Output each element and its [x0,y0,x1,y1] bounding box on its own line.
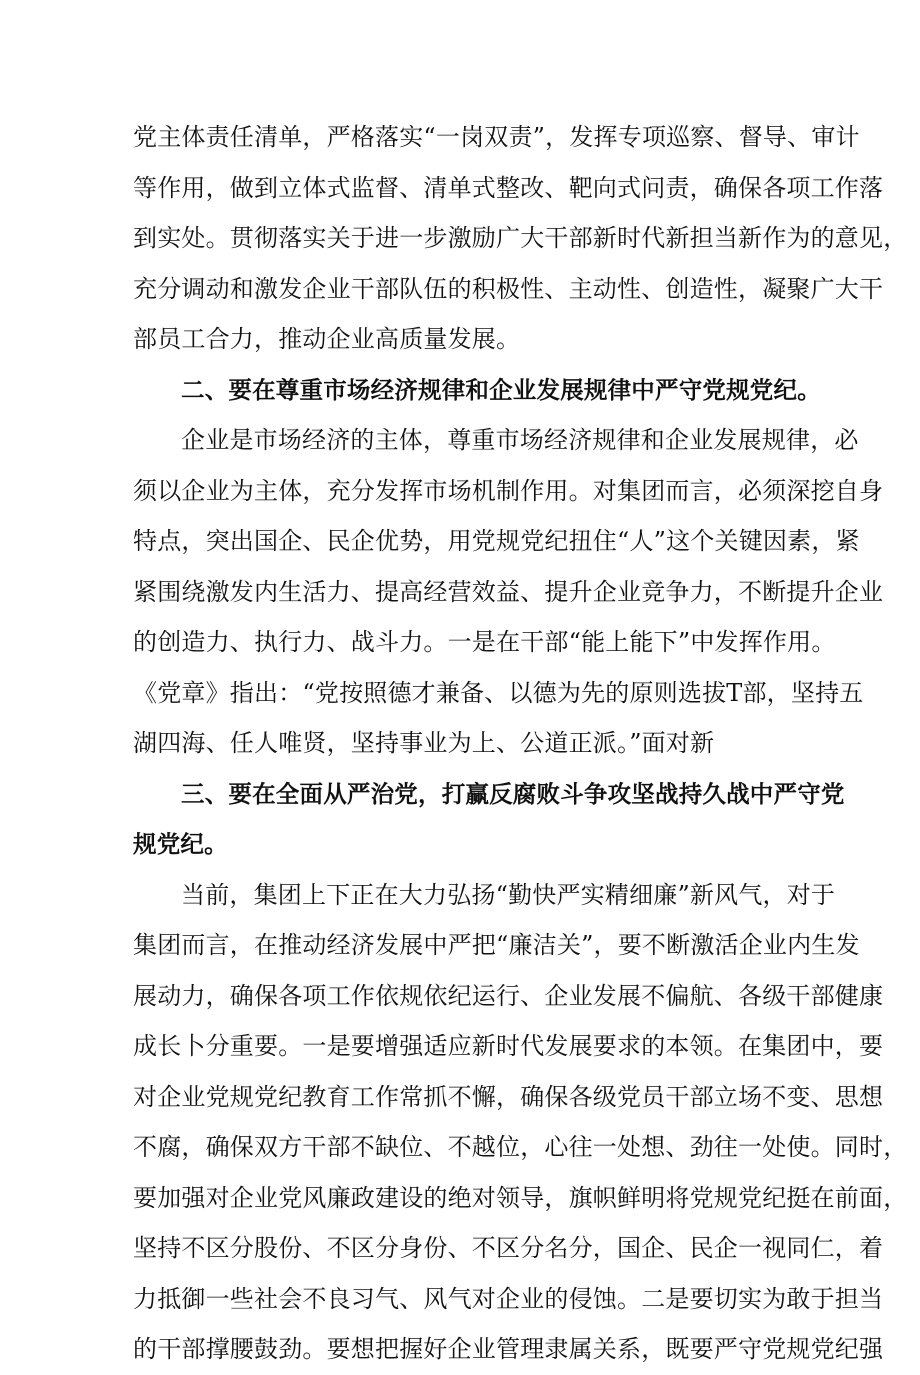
paragraph-line: 坚持不区分股份、不区分身份、不区分名分，国企、民企一视同仁，着 [133,1234,884,1262]
paragraph-line: 的干部撑腰鼓劲。要想把握好企业管理隶属关系，既要严守党规党纪强 [133,1335,884,1363]
section-heading-line: 三、要在全面从严治党，打赢反腐败斗争攻坚战持久战中严守党 [181,779,845,808]
paragraph-line: 力抵御一些社会不良习气、风气对企业的侵蚀。二是要切实为敢于担当 [133,1284,884,1313]
paragraph-line: 不腐，确保双方干部不缺位、不越位，心往一处想、劲往一处使。同时， [133,1133,908,1161]
paragraph-line: 对企业党规党纪教育工作常抓不懈，确保各级党员干部立场不变、思想 [133,1082,884,1111]
section-heading-line: 规党纪。 [133,830,228,858]
paragraph-line: 集团而言，在推动经济发展中严把“廉洁关”，要不断激活企业内生发 [133,931,860,959]
paragraph-line: 党主体责任清单，严格落实“一岗双责”，发挥专项巡察、督导、审计 [133,123,860,151]
paragraph-line: 紧围绕激发内生活力、提高经营效益、提升企业竞争力，不断提升企业 [133,577,884,606]
paragraph-line: 展动力，确保各项工作依规依纪运行、企业发展不偏航、各级干部健康 [133,981,884,1010]
paragraph-line: 的创造力、执行力、战斗力。一是在干部“能上能下”中发挥作用。 [133,628,836,656]
paragraph-line: 部员工合力，推动企业高质量发展。 [133,325,521,353]
paragraph-line: 充分调动和激发企业干部队伍的积极性、主动性、创造性，凝聚广大干 [133,274,884,303]
paragraph-line: 湖四海、任人唯贤，坚持事业为上、公道正派。”面对新 [133,729,715,757]
paragraph-line: 到实处。贯彻落实关于进一步激励广大干部新时代新担当新作为的意见， [133,224,908,252]
paragraph-line: 当前，集团上下正在大力弘扬“勤快严实精细廉”新风气，对于 [181,880,836,909]
paragraph-line: 要加强对企业党风廉政建设的绝对领导，旗帜鲜明将党规党纪挺在前面， [133,1183,908,1212]
paragraph-line: 特点，突出国企、民企优势，用党规党纪扭住“人”这个关键因素，紧 [133,527,860,555]
document-body [133,112,908,1375]
paragraph-line: 成长卜分重要。一是要增强适应新时代发展要求的本领。在集团中，要 [133,1032,884,1060]
paragraph-line: 等作用，做到立体式监督、清单式整改、靶向式问责，确保各项工作落 [133,173,884,202]
paragraph-line: 《党章》指出：“党按照德才兼备、以德为先的原则选拔T部，坚持五 [133,678,864,707]
paragraph-line: 须以企业为主体，充分发挥市场机制作用。对集团而言，必须深挖自身 [133,476,884,505]
paragraph-line: 企业是市场经济的主体，尊重市场经济规律和企业发展规律，必 [181,426,859,454]
section-heading-line: 二、要在尊重市场经济规律和企业发展规律中严守党规党纪。 [181,375,821,404]
